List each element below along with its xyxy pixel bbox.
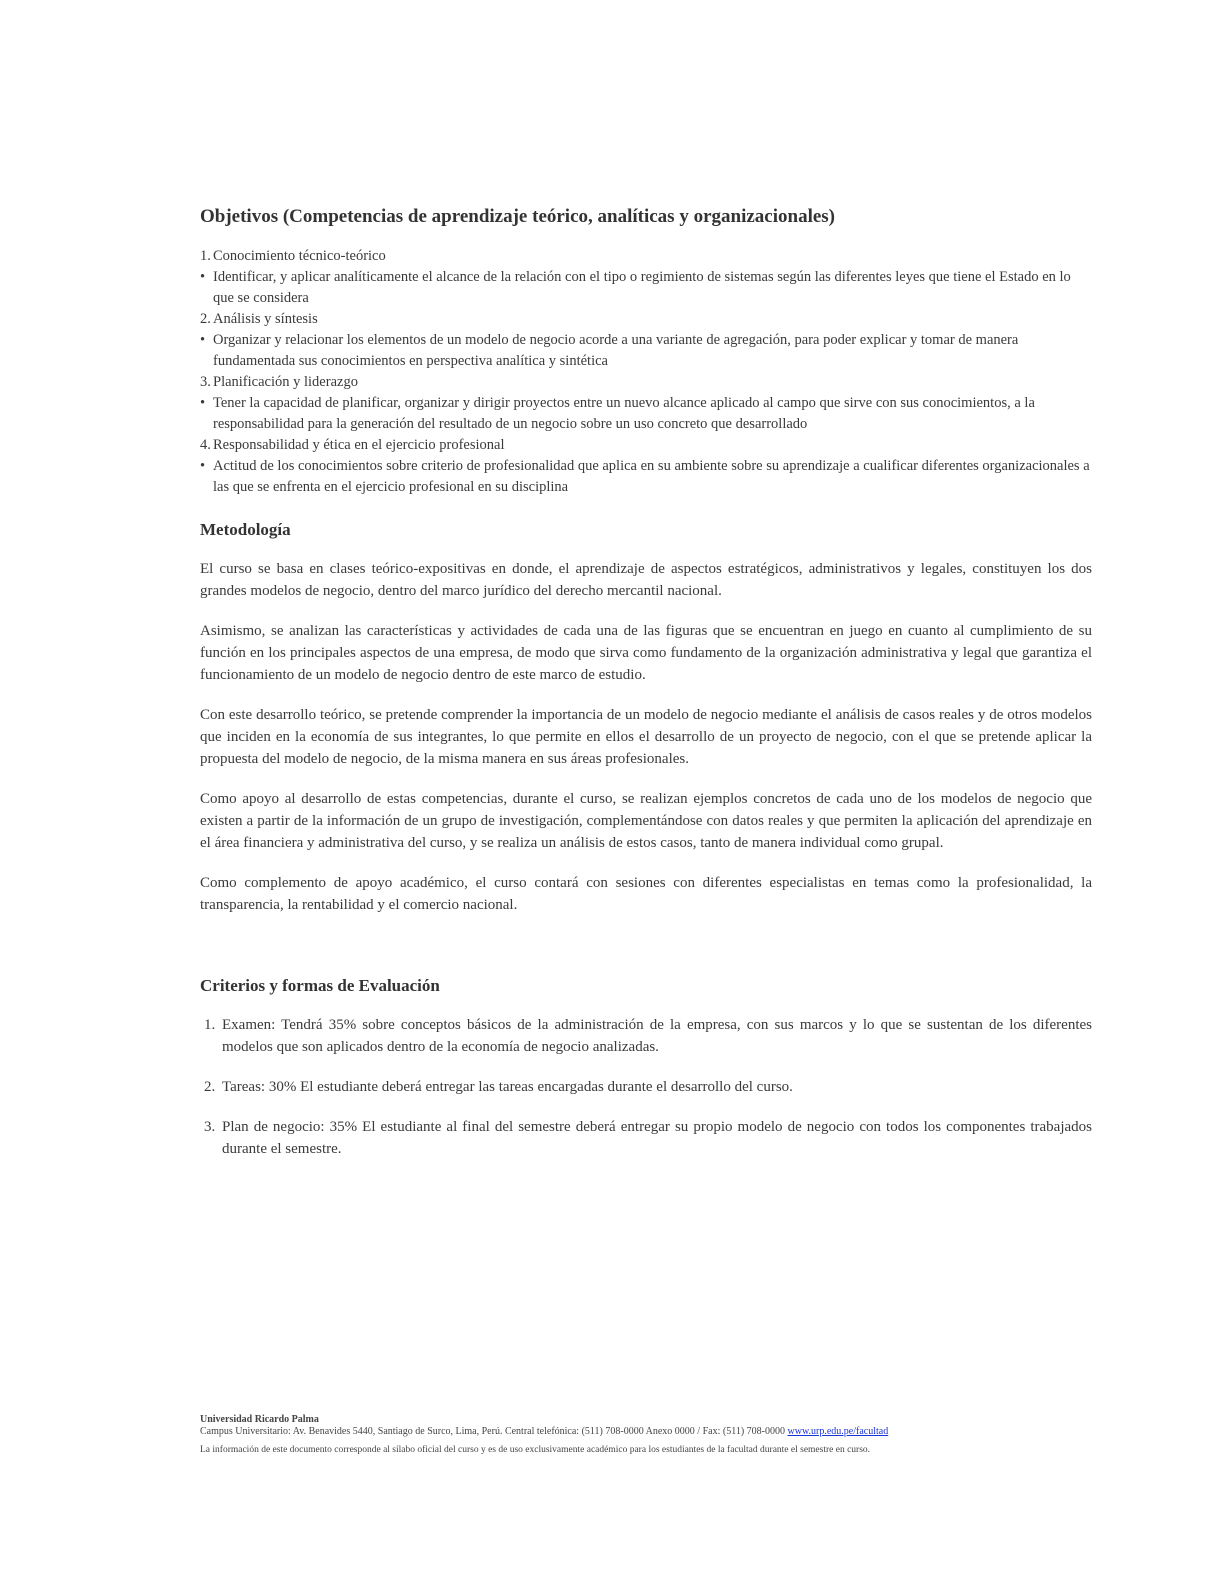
list-item: 2. Tareas: 30% El estudiante deberá entregar las tareas encargadas durante el desarrollo del curso. — [204, 1079, 793, 1095]
footer-link[interactable]: www.urp.edu.pe/facultad — [787, 1426, 889, 1437]
methodology-title: Metodología — [200, 520, 291, 539]
list-item: 2. Análisis y síntesis — [200, 311, 318, 327]
evaluation-list — [200, 1014, 1092, 1160]
list-item: 1. Conocimiento técnico-teórico — [200, 248, 386, 264]
methodology-paragraph: Con este desarrollo teórico, se pretende comprender la importancia de un modelo de negocio mediante el análisis de casos reales y de otros modelos que inciden en la economía de sus integrantes, lo que permite en ellos el desarrollo de un proyecto de negocio, con el que se pretende aplicar la propuesta del modelo de negocio, de la misma manera en sus áreas profesionales. — [200, 707, 1092, 767]
footer-heading: Universidad Ricardo Palma — [200, 1414, 319, 1425]
document-body — [200, 206, 1092, 1160]
list-item: 4. Responsabilidad y ética en el ejercicio profesional — [200, 437, 505, 453]
methodology-paragraph: Como complemento de apoyo académico, el curso contará con sesiones con diferentes especialistas en temas como la profesionalidad, la transparencia, la rentabilidad y el comercio nacional. — [200, 875, 1092, 913]
list-item: • Organizar y relacionar los elementos de un modelo de negocio acorde a una variante de agregación, para poder explicar y tomar de manera fundamentada sus conocimientos en perspectiva analítica y sintética — [200, 332, 1019, 369]
objectives-list — [200, 246, 1092, 498]
methodology-paragraph: El curso se basa en clases teórico-expositivas en donde, el aprendizaje de aspectos estratégicos, administrativos y legales, constituyen los dos grandes modelos de negocio, dentro del marco jurídico del derecho mercantil nacional. — [200, 561, 1092, 599]
footer-address: Campus Universitario: Av. Benavides 5440, Santiago de Surco, Lima, Perú. Central telefónica: (511) 708-0000 Anexo 0000 / Fax: (511) 708-0000 www.urp.edu.pe/facultad — [200, 1426, 889, 1437]
page-footer — [200, 1414, 1092, 1456]
list-item: • Identificar, y aplicar analíticamente el alcance de la relación con el tipo o regimiento de sistemas según las diferentes leyes que tiene el Estado en lo que se considera — [200, 269, 1071, 306]
objectives-title: Objetivos (Competencias de aprendizaje teórico, analíticas y organizacionales) — [200, 206, 835, 227]
methodology-paragraph: Asimismo, se analizan las características y actividades de cada una de las figuras que se encuentran en juego en cuanto al cumplimiento de su función en los principales aspectos de una empresa, de modo que sirva como fundamento de la organización administrativa y legal que garantiza el funcionamiento de un modelo de negocio dentro de este marco de estudio. — [200, 623, 1092, 683]
evaluation-title: Criterios y formas de Evaluación — [200, 976, 440, 995]
footer-note: La información de este documento corresponde al sílabo oficial del curso y es de uso exclusivamente académico para los estudiantes de la facultad durante el semestre en curso. — [200, 1445, 871, 1455]
list-item: 3. Plan de negocio: 35% El estudiante al final del semestre deberá entregar su propio modelo de negocio con todos los componentes trabajados durante el semestre. — [204, 1119, 1092, 1157]
list-item: • Tener la capacidad de planificar, organizar y dirigir proyectos entre un nuevo alcance aplicado al campo que sirve con sus conocimientos, a la responsabilidad para la generación del resultado de un negocio sobre un uso concreto que desarrollado — [200, 395, 1035, 432]
list-item: 3. Planificación y liderazgo — [200, 374, 358, 390]
list-item: • Actitud de los conocimientos sobre criterio de profesionalidad que aplica en su ambiente sobre su aprendizaje a cualificar diferentes organizacionales a las que se enfrenta en el ejercicio profesional en su disciplina — [200, 458, 1090, 495]
methodology-paragraph: Como apoyo al desarrollo de estas competencias, durante el curso, se realizan ejemplos concretos de cada uno de los modelos de negocio que existen a partir de la información de un grupo de investigación, complementándose con datos reales y que permiten la aplicación del aprendizaje en el área financiera y administrativa del curso, y se realiza un análisis de estos casos, tanto de manera individual como grupal. — [200, 791, 1092, 851]
list-item: 1. Examen: Tendrá 35% sobre conceptos básicos de la administración de la empresa, con sus marcos y lo que se sustentan de los diferentes modelos que son aplicados dentro de la economía de negocio analizadas. — [204, 1017, 1092, 1055]
